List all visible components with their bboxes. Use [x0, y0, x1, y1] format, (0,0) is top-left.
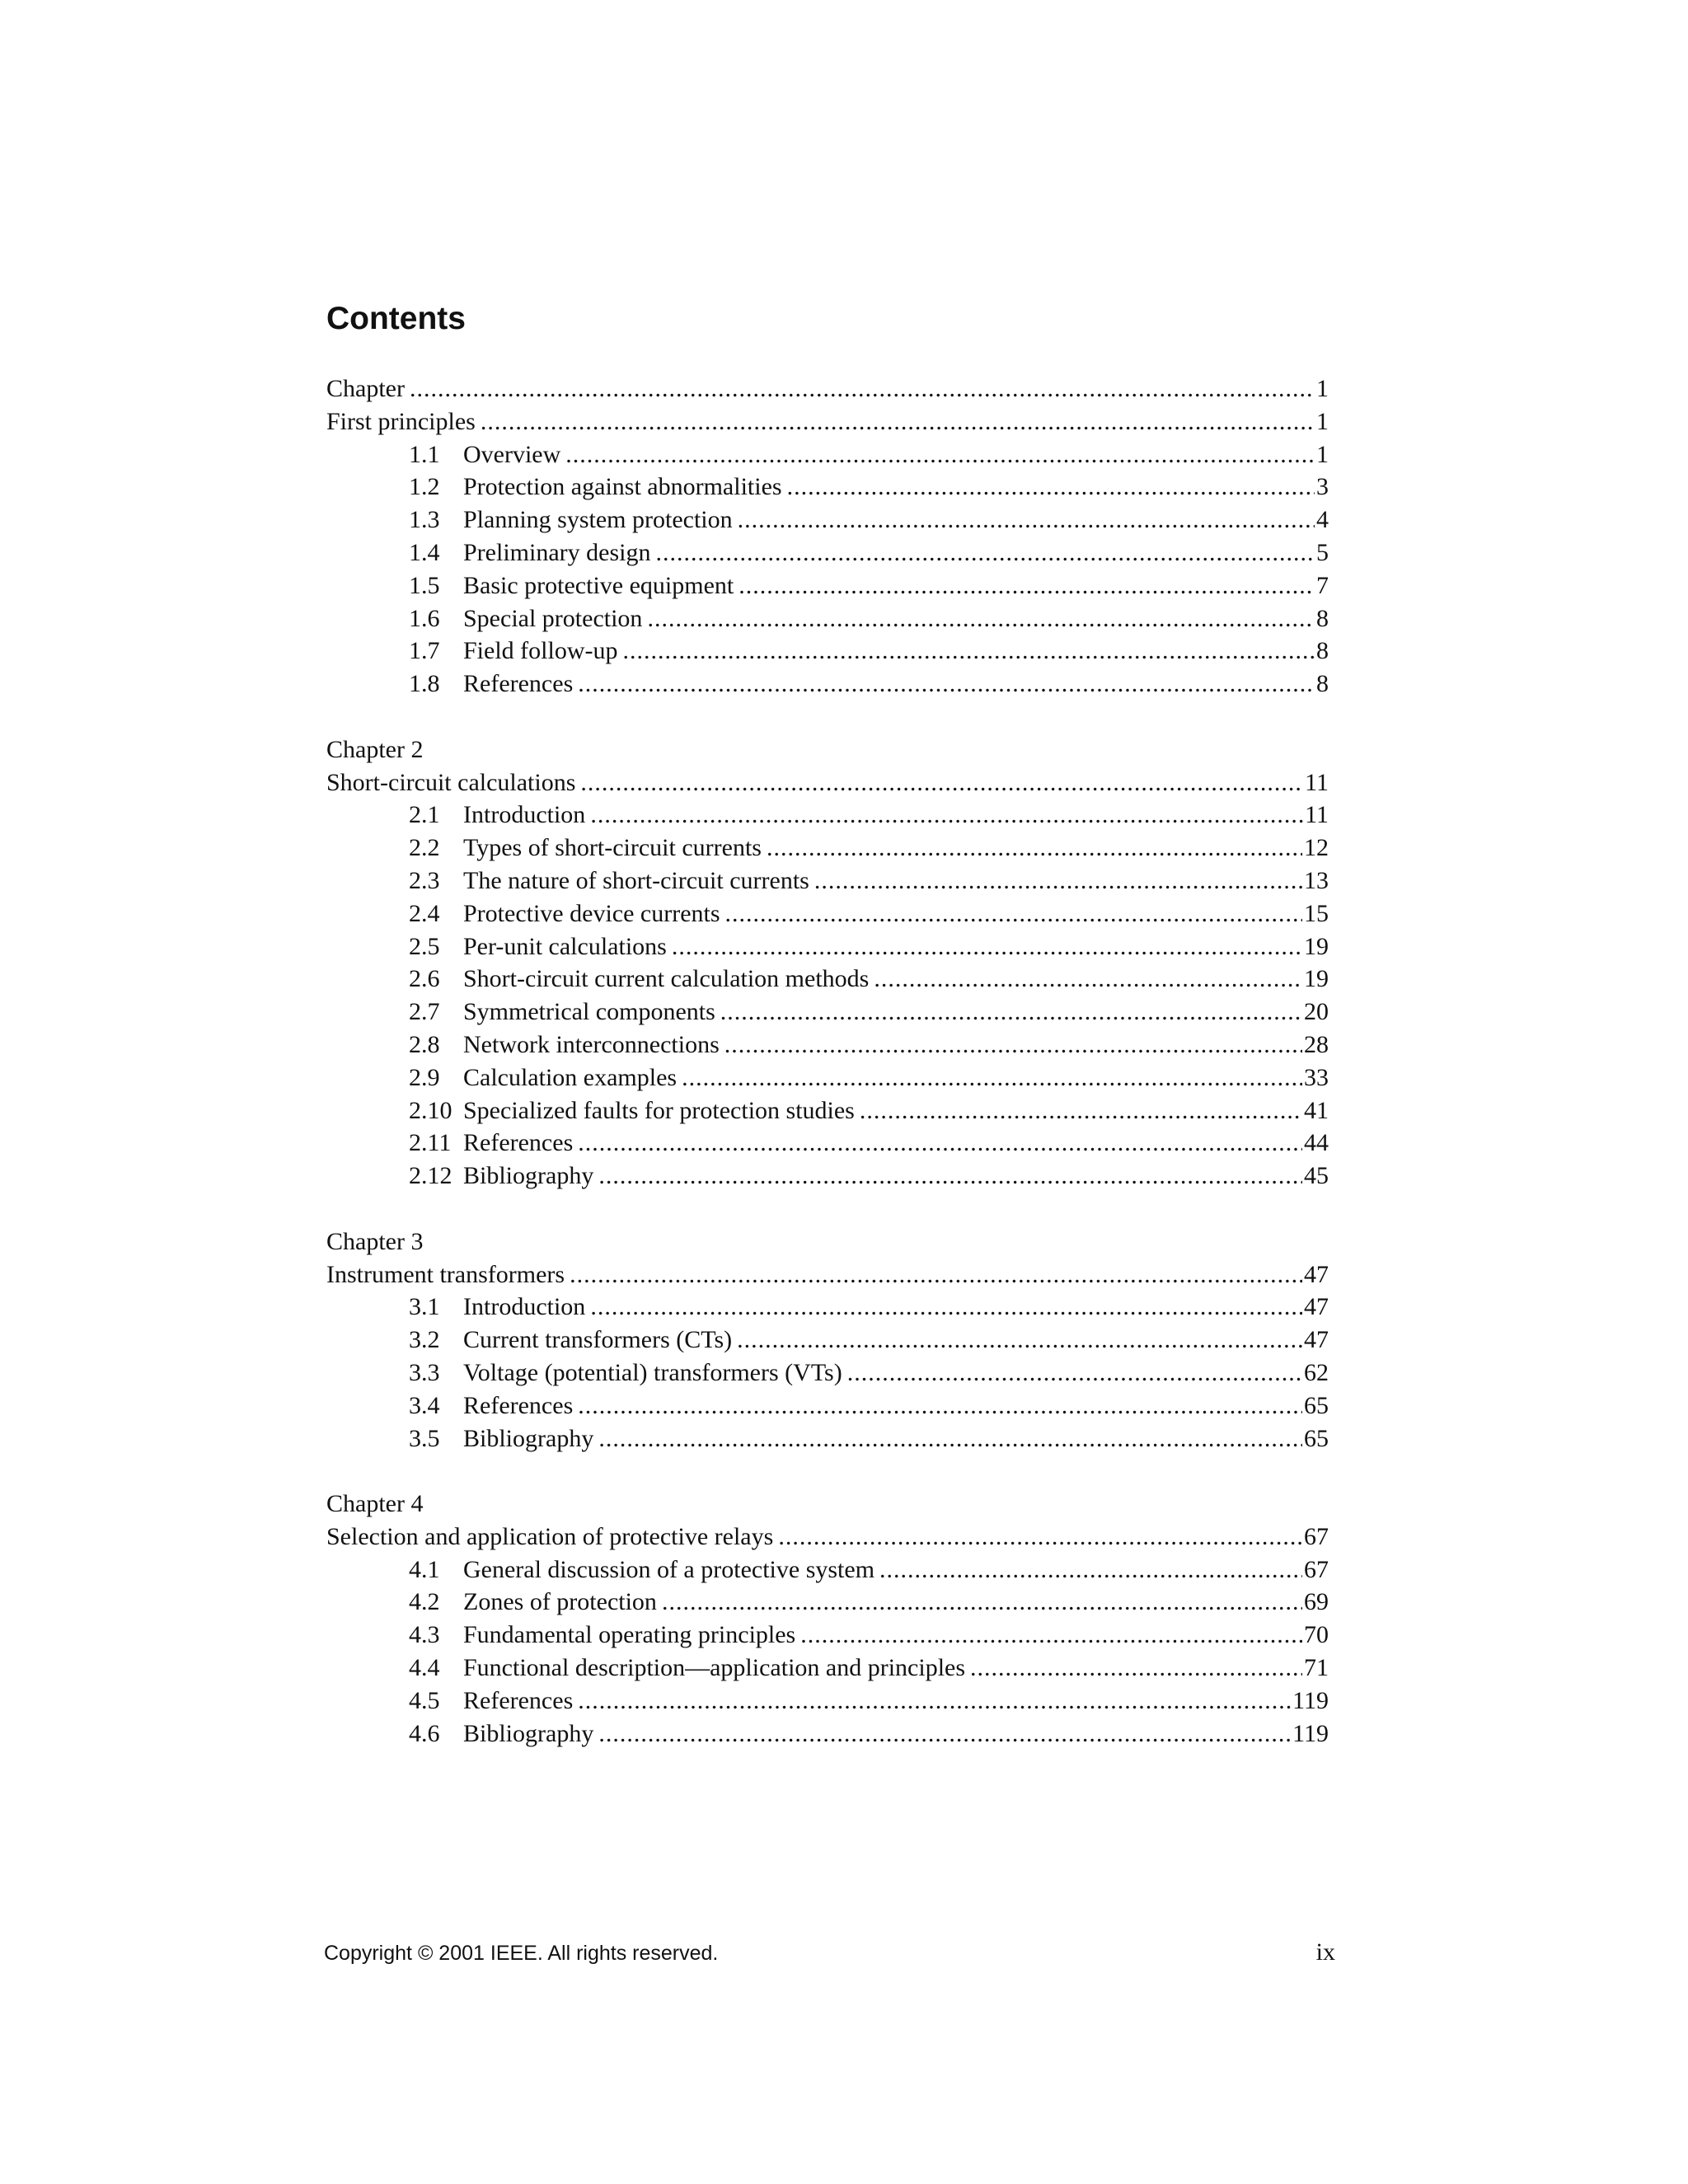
toc-entry-title: Introduction: [463, 1293, 586, 1321]
dot-leader: [724, 1029, 1302, 1062]
toc-section-number: 1.7: [409, 637, 440, 665]
toc-entry-title: References: [463, 1686, 574, 1714]
toc-chapter-label: Chapter 4: [326, 1490, 424, 1518]
toc-section-number: 1.1: [409, 440, 440, 468]
toc-entry-title: Protective device currents: [463, 899, 720, 927]
toc-section-entry: [326, 1422, 1329, 1455]
dot-leader: [647, 602, 1315, 635]
footer-copyright: Copyright © 2001 IEEE. All rights reserved.: [324, 1942, 719, 1965]
dot-leader: [738, 504, 1315, 537]
footer-page-number: ix: [1315, 1938, 1335, 1966]
dot-leader: [598, 1160, 1302, 1193]
toc-page-number: 70: [1304, 1621, 1329, 1649]
toc-entry-title: Basic protective equipment: [463, 571, 734, 599]
dot-leader: [879, 1554, 1302, 1586]
toc-section-entry: [326, 537, 1329, 569]
toc-section-number: 2.4: [409, 899, 440, 927]
toc-page-number: 3: [1316, 473, 1329, 501]
toc-entry-title: Selection and application of protective relays: [326, 1522, 774, 1550]
toc-chapter-entry: [326, 1521, 1329, 1554]
toc-entry-title: Bibliography: [463, 1719, 594, 1747]
toc-section-number: 1.3: [409, 506, 440, 534]
toc-page-number: 4: [1316, 506, 1329, 534]
dot-leader: [738, 569, 1315, 602]
toc-page-number: 71: [1304, 1654, 1329, 1682]
toc-page-number: 13: [1304, 866, 1329, 894]
dot-leader: [800, 1619, 1302, 1652]
toc-page-number: 8: [1316, 670, 1329, 698]
toc-entry-title: References: [463, 670, 574, 698]
page-title: Contents: [326, 301, 466, 336]
dot-leader: [578, 1685, 1291, 1718]
toc-page-number: 65: [1304, 1391, 1329, 1419]
toc-entry-title: First principles: [326, 407, 476, 435]
dot-leader: [767, 832, 1302, 865]
toc-chapter-entry: [326, 373, 1329, 405]
toc-page-number: 8: [1316, 637, 1329, 665]
dot-leader: [578, 668, 1315, 701]
toc-page-number: 20: [1304, 998, 1329, 1026]
toc-entry-title: Overview: [463, 440, 561, 468]
toc-chapter-heading: [326, 1226, 1329, 1258]
dot-leader: [874, 963, 1302, 996]
toc-entry-title: Calculation examples: [463, 1063, 678, 1091]
dot-leader: [672, 930, 1302, 963]
toc-section-number: 3.1: [409, 1293, 440, 1321]
toc-section-entry: [326, 1619, 1329, 1652]
toc-page-number: 45: [1304, 1162, 1329, 1190]
dot-leader: [662, 1586, 1302, 1619]
toc-section-entry: [326, 1291, 1329, 1324]
toc-entry-title: Current transformers (CTs): [463, 1326, 733, 1354]
toc-page-number: 67: [1304, 1522, 1329, 1550]
dot-leader: [590, 799, 1303, 832]
toc-section-entry: [326, 1029, 1329, 1062]
toc-section-number: 1.6: [409, 604, 440, 632]
toc-entry-title: Preliminary design: [463, 538, 651, 566]
dot-leader: [570, 1258, 1302, 1291]
toc-section-number: 4.3: [409, 1621, 440, 1649]
toc-section-number: 3.3: [409, 1358, 440, 1386]
dot-leader: [682, 1062, 1302, 1094]
toc-section-entry: [326, 1324, 1329, 1357]
dot-leader: [481, 405, 1315, 438]
toc-section-entry: [326, 1586, 1329, 1619]
toc-section-entry: [326, 898, 1329, 930]
toc-entry-title: Protection against abnormalities: [463, 473, 782, 501]
toc-section-entry: [326, 1094, 1329, 1127]
toc-section-number: 3.2: [409, 1326, 440, 1354]
toc-page-number: 28: [1304, 1030, 1329, 1058]
dot-leader: [787, 471, 1315, 504]
toc-page-number: 12: [1304, 834, 1329, 862]
toc-entry-title: Network interconnections: [463, 1030, 720, 1058]
toc-section-entry: [326, 471, 1329, 504]
dot-leader: [860, 1094, 1302, 1127]
toc-entry-title: The nature of short-circuit currents: [463, 866, 809, 894]
toc-section-number: 4.2: [409, 1588, 440, 1616]
toc-section-entry: [326, 1390, 1329, 1422]
toc-page-number: 19: [1304, 932, 1329, 960]
toc-section-entry: [326, 1685, 1329, 1718]
dot-leader: [410, 373, 1315, 405]
toc-entry-title: Short-circuit current calculation methods: [463, 965, 870, 993]
toc-page-number: 5: [1316, 538, 1329, 566]
toc-section-number: 4.1: [409, 1555, 440, 1583]
toc-page-number: 47: [1304, 1260, 1329, 1288]
toc-entry-title: Voltage (potential) transformers (VTs): [463, 1358, 842, 1386]
toc-page-number: 44: [1304, 1129, 1329, 1157]
dot-leader: [655, 537, 1315, 569]
toc-section-number: 1.8: [409, 670, 440, 698]
toc-section-number: 2.10: [409, 1096, 452, 1124]
toc-entry-title: Fundamental operating principles: [463, 1621, 796, 1649]
toc-entry-title: Field follow-up: [463, 637, 618, 665]
toc-section-entry: [326, 930, 1329, 963]
toc-page-number: 41: [1304, 1096, 1329, 1124]
toc-section-number: 2.9: [409, 1063, 440, 1091]
toc-section-entry: [326, 635, 1329, 668]
toc-section-number: 2.1: [409, 801, 440, 829]
toc-section-entry: [326, 996, 1329, 1029]
toc-section-number: 2.11: [409, 1129, 452, 1157]
toc-page-number: 1: [1316, 440, 1329, 468]
dot-leader: [578, 1127, 1302, 1160]
toc-entry-title: Specialized faults for protection studies: [463, 1096, 855, 1124]
toc-section-entry: [326, 504, 1329, 537]
toc-page-number: 47: [1304, 1293, 1329, 1321]
toc-page-number: 33: [1304, 1063, 1329, 1091]
dot-leader: [580, 766, 1303, 799]
toc-page-number: 11: [1305, 801, 1329, 829]
toc-entry-title: Bibliography: [463, 1424, 594, 1452]
toc-section-number: 4.5: [409, 1686, 440, 1714]
toc-section-number: 3.5: [409, 1424, 440, 1452]
toc-section-number: 2.8: [409, 1030, 440, 1058]
toc-entry-title: References: [463, 1391, 574, 1419]
toc-chapter-heading: [326, 733, 1329, 766]
toc-chapter-entry: [326, 766, 1329, 799]
toc-section-entry: [326, 1652, 1329, 1685]
toc-section-number: 1.2: [409, 473, 440, 501]
dot-leader: [970, 1652, 1302, 1685]
dot-leader: [737, 1324, 1302, 1357]
toc-chapter-entry: [326, 1258, 1329, 1291]
toc-chapter-entry: [326, 405, 1329, 438]
toc-page-number: 19: [1304, 965, 1329, 993]
dot-leader: [778, 1521, 1302, 1554]
toc-section-entry: [326, 438, 1329, 471]
dot-leader: [720, 996, 1302, 1029]
table-of-contents: [326, 373, 1329, 1750]
dot-leader: [565, 438, 1315, 471]
toc-section-entry: [326, 569, 1329, 602]
toc-page-number: 1: [1316, 375, 1329, 402]
toc-section-number: 2.3: [409, 866, 440, 894]
toc-page-number: 119: [1292, 1719, 1329, 1747]
toc-page-number: 119: [1292, 1686, 1329, 1714]
toc-section-number: 4.4: [409, 1654, 440, 1682]
toc-section-entry: [326, 602, 1329, 635]
toc-section-entry: [326, 865, 1329, 898]
toc-section-entry: [326, 1357, 1329, 1390]
toc-entry-title: Instrument transformers: [326, 1260, 565, 1288]
dot-leader: [598, 1422, 1302, 1455]
dot-leader: [578, 1390, 1302, 1422]
toc-entry-title: Symmetrical components: [463, 998, 715, 1026]
toc-page-number: 11: [1305, 768, 1329, 796]
toc-section-number: 2.5: [409, 932, 440, 960]
toc-section-entry: [326, 668, 1329, 701]
toc-section-entry: [326, 1127, 1329, 1160]
toc-section-number: 2.6: [409, 965, 440, 993]
dot-leader: [847, 1357, 1302, 1390]
toc-page-number: 47: [1304, 1326, 1329, 1354]
toc-entry-title: Chapter: [326, 375, 405, 402]
toc-entry-title: Zones of protection: [463, 1588, 657, 1616]
toc-section-number: 3.4: [409, 1391, 440, 1419]
toc-page-number: 15: [1304, 899, 1329, 927]
toc-entry-title: Short-circuit calculations: [326, 768, 576, 796]
dot-leader: [623, 635, 1315, 668]
toc-page-number: 7: [1316, 571, 1329, 599]
dot-leader: [598, 1718, 1291, 1750]
toc-page-number: 1: [1316, 407, 1329, 435]
toc-chapter-heading: [326, 1488, 1329, 1521]
toc-section-entry: [326, 963, 1329, 996]
dot-leader: [590, 1291, 1302, 1324]
toc-page-number: 8: [1316, 604, 1329, 632]
toc-page-number: 67: [1304, 1555, 1329, 1583]
dot-leader: [814, 865, 1302, 898]
toc-chapter-label: Chapter 2: [326, 735, 424, 763]
dot-leader: [725, 898, 1302, 930]
toc-entry-title: Per-unit calculations: [463, 932, 667, 960]
toc-section-number: 1.4: [409, 538, 440, 566]
toc-chapter-label: Chapter 3: [326, 1227, 424, 1255]
toc-section-entry: [326, 1718, 1329, 1750]
toc-section-entry: [326, 832, 1329, 865]
toc-section-entry: [326, 1062, 1329, 1094]
toc-section-number: 1.5: [409, 571, 440, 599]
toc-section-number: 2.7: [409, 998, 440, 1026]
toc-entry-title: Bibliography: [463, 1162, 594, 1190]
toc-entry-title: References: [463, 1129, 574, 1157]
toc-section-number: 2.2: [409, 834, 440, 862]
toc-entry-title: Types of short-circuit currents: [463, 834, 762, 862]
toc-page-number: 65: [1304, 1424, 1329, 1452]
toc-section-entry: [326, 1160, 1329, 1193]
toc-section-entry: [326, 1554, 1329, 1586]
toc-page-number: 62: [1304, 1358, 1329, 1386]
toc-entry-title: Introduction: [463, 801, 586, 829]
toc-entry-title: General discussion of a protective system: [463, 1555, 875, 1583]
toc-entry-title: Functional description—application and principles: [463, 1654, 966, 1682]
toc-section-entry: [326, 799, 1329, 832]
toc-page-number: 69: [1304, 1588, 1329, 1616]
toc-section-number: 4.6: [409, 1719, 440, 1747]
toc-section-number: 2.12: [409, 1162, 452, 1190]
toc-entry-title: Planning system protection: [463, 506, 733, 534]
toc-entry-title: Special protection: [463, 604, 643, 632]
